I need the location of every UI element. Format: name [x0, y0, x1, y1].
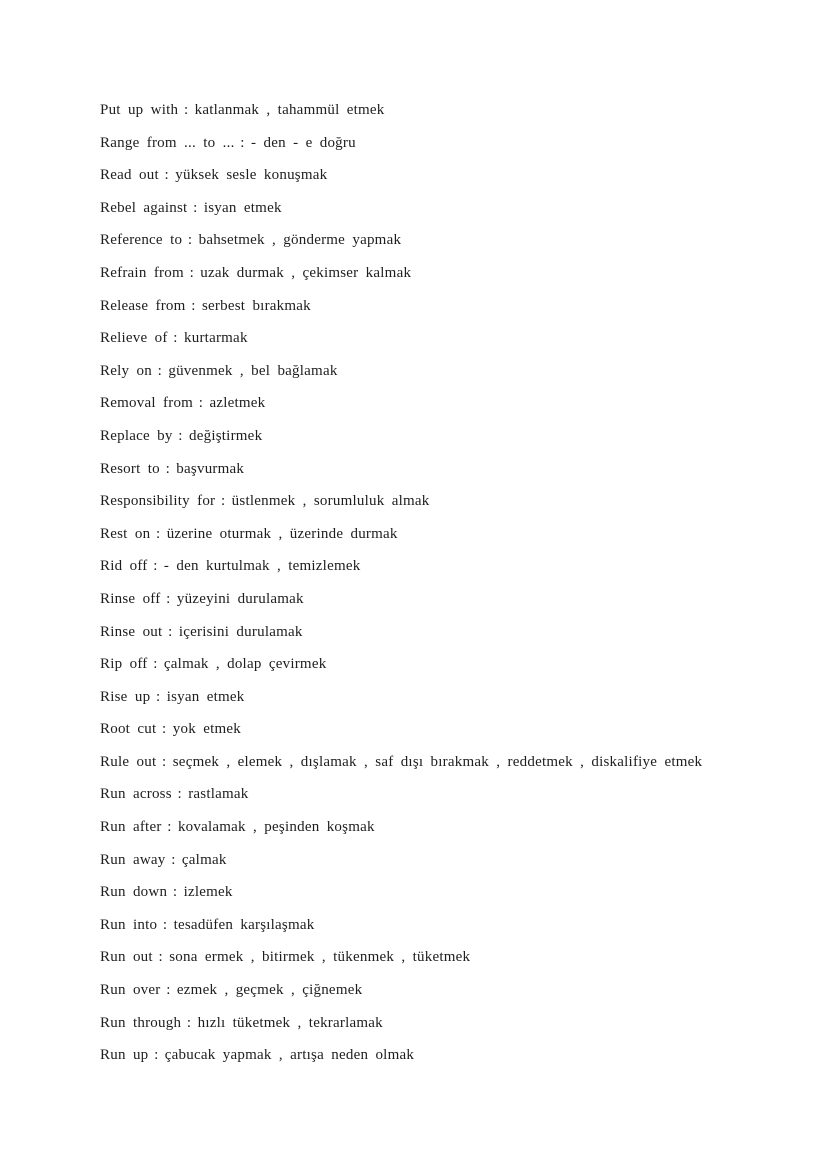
phrase-separator: : [191, 297, 196, 314]
phrase-english: Responsibility for [100, 493, 216, 510]
phrase-separator: : [183, 102, 189, 118]
phrase-separator: : [153, 558, 158, 575]
phrase-list-item [100, 941, 790, 974]
phrase-english: Replace by [100, 427, 173, 444]
phrase-list-item [100, 387, 790, 420]
phrase-english: Rinse off [100, 590, 161, 607]
phrase-turkish: bahsetmek , gönderme yapmak [198, 232, 402, 249]
phrase-separator: : [187, 232, 193, 249]
phrase-turkish: çalmak [181, 851, 227, 868]
phrase-list-item [100, 420, 790, 453]
phrase-english: Run into [100, 916, 158, 933]
phrase-separator: : [162, 916, 168, 933]
phrase-separator: : [193, 199, 198, 216]
phrase-separator: : [171, 851, 176, 868]
phrase-english: Resort to [100, 460, 160, 477]
phrase-turkish: katlanmak , tahammül etmek [194, 102, 385, 118]
phrase-english: Rinse out [100, 623, 163, 640]
phrase-list-item [100, 127, 790, 160]
phrase-english: Put up with [100, 102, 179, 118]
phrase-list-item [100, 1007, 790, 1040]
phrase-english: Rest on [100, 525, 151, 542]
phrase-separator: : [198, 395, 204, 412]
phrase-turkish: çabucak yapmak , artışa neden olmak [164, 1047, 415, 1064]
phrase-list-item [100, 681, 790, 714]
phrase-turkish: yok etmek [172, 721, 241, 738]
phrase-separator: : [240, 134, 245, 151]
phrase-english: Read out [100, 167, 159, 184]
phrase-separator: : [155, 525, 161, 542]
phrase-list-item [100, 192, 790, 225]
phrase-turkish: yüzeyini durulamak [176, 590, 304, 607]
phrase-turkish: ezmek , geçmek , çiğnemek [176, 982, 363, 999]
phrase-turkish: kovalamak , peşinden koşmak [177, 819, 375, 836]
phrase-english: Run up [100, 1047, 149, 1064]
phrase-separator: : [186, 1014, 192, 1031]
phrase-turkish: izlemek [183, 884, 233, 901]
phrase-turkish: başvurmak [176, 460, 245, 477]
phrase-turkish: kurtarmak [184, 330, 248, 347]
phrase-separator: : [173, 330, 178, 347]
phrase-list-item [100, 648, 790, 681]
phrase-separator: : [172, 884, 178, 901]
phrase-turkish: azletmek [209, 395, 266, 412]
phrase-separator: : [162, 753, 167, 770]
phrase-separator: : [220, 493, 226, 510]
phrase-turkish: rastlamak [188, 786, 249, 803]
phrase-list-item [100, 844, 790, 877]
phrase-english: Rely on [100, 362, 152, 379]
phrase-turkish: üstlenmek , sorumluluk almak [231, 493, 430, 510]
phrase-turkish: yüksek sesle konuşmak [175, 167, 328, 184]
phrase-separator: : [177, 786, 182, 803]
phrase-turkish: sona ermek , bitirmek , tükenmek , tüketmek [169, 949, 471, 966]
phrase-english: Reference to [100, 232, 183, 249]
phrase-turkish: uzak durmak , çekimser kalmak [200, 264, 412, 281]
phrase-turkish: seçmek , elemek , dışlamak , saf dışı bırakmak , reddetmek , diskalifiye etmek [172, 753, 703, 770]
phrase-list-item [100, 224, 790, 257]
phrase-list-item [100, 485, 790, 518]
phrase-english: Rise up [100, 688, 151, 705]
phrase-separator: : [158, 949, 163, 966]
phrase-separator: : [189, 264, 194, 281]
phrase-english: Run through [100, 1014, 182, 1031]
phrase-list [100, 94, 790, 1072]
phrase-list-item [100, 550, 790, 583]
phrase-separator: : [154, 1047, 159, 1064]
phrase-separator: : [155, 688, 161, 705]
phrase-list-item [100, 778, 790, 811]
phrase-english: Run down [100, 884, 168, 901]
phrase-separator: : [162, 721, 167, 738]
phrase-english: Refrain from [100, 264, 184, 281]
phrase-turkish: içerisini durulamak [178, 623, 303, 640]
phrase-list-item [100, 616, 790, 649]
phrase-list-item [100, 746, 790, 779]
phrase-list-item [100, 1039, 790, 1072]
phrase-english: Run over [100, 982, 161, 999]
phrase-list-item [100, 518, 790, 551]
phrase-list-item [100, 453, 790, 486]
phrase-english: Rip off [100, 656, 148, 673]
phrase-english: Run across [100, 786, 172, 803]
phrase-list-item [100, 94, 790, 127]
phrase-list-item [100, 159, 790, 192]
phrase-english: Range from ... to ... [100, 134, 235, 151]
phrase-english: Run out [100, 949, 153, 966]
phrase-separator: : [153, 656, 158, 673]
phrase-turkish: - den - e doğru [250, 134, 356, 151]
phrase-separator: : [166, 982, 171, 999]
phrase-turkish: isyan etmek [166, 688, 245, 705]
phrase-turkish: serbest bırakmak [201, 297, 311, 314]
phrase-list-item [100, 290, 790, 323]
phrase-english: Rid off [100, 558, 148, 575]
phrase-list-item [100, 583, 790, 616]
phrase-turkish: değiştirmek [189, 427, 263, 444]
phrase-english: Removal from [100, 395, 194, 412]
phrase-english: Root cut [100, 721, 157, 738]
phrase-english: Run away [100, 851, 166, 868]
phrase-english: Release from [100, 297, 186, 314]
phrase-list-item [100, 909, 790, 942]
phrase-english: Run after [100, 819, 162, 836]
phrase-separator: : [178, 427, 183, 444]
phrase-turkish: tesadüfen karşılaşmak [173, 916, 315, 933]
phrase-english: Relieve of [100, 330, 168, 347]
phrase-english: Rebel against [100, 199, 188, 216]
phrase-turkish: üzerine oturmak , üzerinde durmak [166, 525, 398, 542]
phrase-list-item [100, 322, 790, 355]
phrase-english: Rule out [100, 753, 157, 770]
phrase-turkish: hızlı tüketmek , tekrarlamak [197, 1014, 383, 1031]
phrase-separator: : [157, 362, 163, 379]
phrase-list-item [100, 876, 790, 909]
phrase-separator: : [164, 167, 169, 184]
phrase-list-item [100, 974, 790, 1007]
phrase-turkish: isyan etmek [203, 199, 282, 216]
phrase-separator: : [167, 819, 172, 836]
phrase-list-item [100, 355, 790, 388]
phrase-turkish: çalmak , dolap çevirmek [163, 656, 327, 673]
phrase-list-item [100, 713, 790, 746]
phrase-turkish: - den kurtulmak , temizlemek [163, 558, 361, 575]
phrase-turkish: güvenmek , bel bağlamak [168, 362, 338, 379]
phrase-separator: : [165, 460, 170, 477]
phrase-separator: : [166, 590, 171, 607]
phrase-separator: : [168, 623, 173, 640]
phrase-list-item [100, 811, 790, 844]
phrase-list-item [100, 257, 790, 290]
